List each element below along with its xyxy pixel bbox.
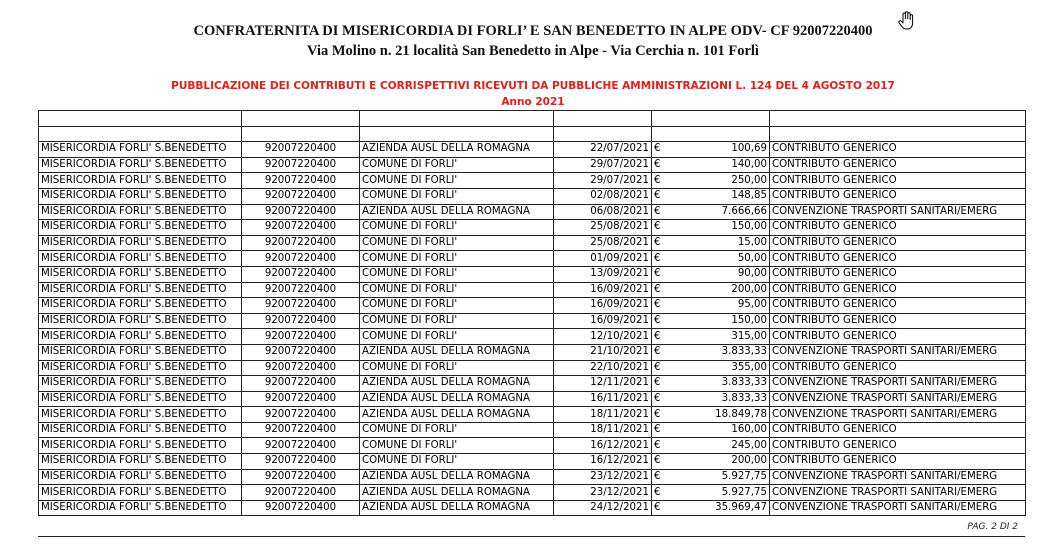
description-cell: CONTRIBUTO GENERICO <box>770 298 1026 314</box>
entity-cell: COMUNE DI FORLI' <box>360 251 554 267</box>
table-row <box>39 220 1026 236</box>
tax-code-cell: 92007220400 <box>242 438 360 454</box>
entity-cell: AZIENDA AUSL DELLA ROMAGNA <box>360 204 554 220</box>
currency-symbol: € <box>654 502 661 514</box>
amount-value: 7.666,66 <box>721 205 767 217</box>
amount-cell <box>652 173 770 189</box>
currency-symbol: € <box>654 439 661 451</box>
amount-value: 15,00 <box>737 237 767 249</box>
beneficiary-cell: MISERICORDIA FORLI' S.BENEDETTO <box>39 485 242 501</box>
entity-cell: COMUNE DI FORLI' <box>360 422 554 438</box>
amount-value: 3.833,33 <box>721 392 767 404</box>
table-row <box>39 438 1026 454</box>
entity-cell: AZIENDA AUSL DELLA ROMAGNA <box>360 485 554 501</box>
currency-symbol: € <box>654 486 661 498</box>
table-row <box>39 329 1026 345</box>
amount-value: 5.927,75 <box>721 486 767 498</box>
blank-cell <box>770 126 1026 142</box>
currency-symbol: € <box>654 221 661 233</box>
date-cell: 23/12/2021 <box>554 469 652 485</box>
date-cell: 16/09/2021 <box>554 298 652 314</box>
currency-symbol: € <box>654 455 661 467</box>
tax-code-cell: 92007220400 <box>242 282 360 298</box>
amount-cell <box>652 313 770 329</box>
amount-value: 95,00 <box>737 299 767 311</box>
tax-code-cell: 92007220400 <box>242 157 360 173</box>
currency-symbol: € <box>654 315 661 327</box>
tax-code-cell: 92007220400 <box>242 407 360 423</box>
date-cell: 13/09/2021 <box>554 266 652 282</box>
amount-value: 148,85 <box>731 190 767 202</box>
beneficiary-cell: MISERICORDIA FORLI' S.BENEDETTO <box>39 313 242 329</box>
currency-symbol: € <box>654 424 661 436</box>
blank-cell <box>360 126 554 142</box>
description-cell: CONTRIBUTO GENERICO <box>770 454 1026 470</box>
amount-value: 50,00 <box>737 252 767 264</box>
beneficiary-cell: MISERICORDIA FORLI' S.BENEDETTO <box>39 469 242 485</box>
date-cell: 16/12/2021 <box>554 438 652 454</box>
amount-value: 35.969,47 <box>715 502 767 514</box>
table-row <box>39 407 1026 423</box>
entity-cell: AZIENDA AUSL DELLA ROMAGNA <box>360 344 554 360</box>
beneficiary-cell: MISERICORDIA FORLI' S.BENEDETTO <box>39 282 242 298</box>
amount-value: 3.833,33 <box>721 377 767 389</box>
currency-symbol: € <box>654 174 661 186</box>
table-row <box>39 391 1026 407</box>
footer-divider <box>38 536 1025 537</box>
beneficiary-cell: MISERICORDIA FORLI' S.BENEDETTO <box>39 251 242 267</box>
date-cell: 23/12/2021 <box>554 485 652 501</box>
description-cell: CONVENZIONE TRASPORTI SANITARI/EMERG <box>770 344 1026 360</box>
entity-cell: AZIENDA AUSL DELLA ROMAGNA <box>360 500 554 516</box>
tax-code-cell: 92007220400 <box>242 344 360 360</box>
description-cell: CONTRIBUTO GENERICO <box>770 360 1026 376</box>
currency-symbol: € <box>654 237 661 249</box>
currency-symbol: € <box>654 143 661 155</box>
table-row <box>39 376 1026 392</box>
entity-cell: AZIENDA AUSL DELLA ROMAGNA <box>360 407 554 423</box>
tax-code-cell: 92007220400 <box>242 142 360 158</box>
table-row <box>39 313 1026 329</box>
date-cell: 25/08/2021 <box>554 220 652 236</box>
date-cell: 18/11/2021 <box>554 422 652 438</box>
description-cell: CONTRIBUTO GENERICO <box>770 235 1026 251</box>
description-cell: CONTRIBUTO GENERICO <box>770 188 1026 204</box>
date-cell: 02/08/2021 <box>554 188 652 204</box>
entity-cell: AZIENDA AUSL DELLA ROMAGNA <box>360 142 554 158</box>
currency-symbol: € <box>654 346 661 358</box>
description-cell: CONTRIBUTO GENERICO <box>770 422 1026 438</box>
amount-cell <box>652 298 770 314</box>
table-row <box>39 204 1026 220</box>
date-cell: 01/09/2021 <box>554 251 652 267</box>
amount-cell <box>652 469 770 485</box>
beneficiary-cell: MISERICORDIA FORLI' S.BENEDETTO <box>39 422 242 438</box>
date-cell: 22/07/2021 <box>554 142 652 158</box>
description-cell: CONVENZIONE TRASPORTI SANITARI/EMERG <box>770 407 1026 423</box>
blank-cell <box>360 111 554 127</box>
beneficiary-cell: MISERICORDIA FORLI' S.BENEDETTO <box>39 173 242 189</box>
description-cell: CONTRIBUTO GENERICO <box>770 266 1026 282</box>
amount-value: 200,00 <box>731 455 767 467</box>
amount-cell <box>652 376 770 392</box>
document-address: Via Molino n. 21 località San Benedetto in Alpe - Via Cerchia n. 101 Forlì <box>307 43 759 59</box>
table-row <box>39 266 1026 282</box>
table-row <box>39 500 1026 516</box>
date-cell: 18/11/2021 <box>554 407 652 423</box>
date-cell: 16/12/2021 <box>554 454 652 470</box>
entity-cell: COMUNE DI FORLI' <box>360 266 554 282</box>
hand-cursor-icon <box>897 11 915 31</box>
amount-cell <box>652 454 770 470</box>
currency-symbol: € <box>654 408 661 420</box>
year-heading: Anno 2021 <box>501 96 565 108</box>
beneficiary-cell: MISERICORDIA FORLI' S.BENEDETTO <box>39 376 242 392</box>
amount-cell <box>652 500 770 516</box>
beneficiary-cell: MISERICORDIA FORLI' S.BENEDETTO <box>39 298 242 314</box>
entity-cell: COMUNE DI FORLI' <box>360 360 554 376</box>
date-cell: 21/10/2021 <box>554 344 652 360</box>
beneficiary-cell: MISERICORDIA FORLI' S.BENEDETTO <box>39 438 242 454</box>
amount-value: 100,69 <box>731 143 767 155</box>
beneficiary-cell: MISERICORDIA FORLI' S.BENEDETTO <box>39 329 242 345</box>
table-row <box>39 485 1026 501</box>
tax-code-cell: 92007220400 <box>242 173 360 189</box>
tax-code-cell: 92007220400 <box>242 376 360 392</box>
table-row <box>39 173 1026 189</box>
publication-heading: PUBBLICAZIONE DEI CONTRIBUTI E CORRISPETTIVI RICEVUTI DA PUBBLICHE AMMINISTRAZIONI L. 124 DEL 4 AGOSTO 2017 <box>171 80 895 92</box>
amount-value: 150,00 <box>731 315 767 327</box>
amount-cell <box>652 204 770 220</box>
amount-value: 355,00 <box>731 361 767 373</box>
tax-code-cell: 92007220400 <box>242 266 360 282</box>
entity-cell: COMUNE DI FORLI' <box>360 157 554 173</box>
date-cell: 16/09/2021 <box>554 282 652 298</box>
table-row <box>39 235 1026 251</box>
amount-value: 90,00 <box>737 268 767 280</box>
amount-cell <box>652 391 770 407</box>
tax-code-cell: 92007220400 <box>242 313 360 329</box>
amount-value: 150,00 <box>731 221 767 233</box>
description-cell: CONTRIBUTO GENERICO <box>770 329 1026 345</box>
amount-cell <box>652 407 770 423</box>
amount-value: 315,00 <box>731 330 767 342</box>
beneficiary-cell: MISERICORDIA FORLI' S.BENEDETTO <box>39 235 242 251</box>
beneficiary-cell: MISERICORDIA FORLI' S.BENEDETTO <box>39 407 242 423</box>
date-cell: 29/07/2021 <box>554 173 652 189</box>
blank-row <box>39 111 1026 127</box>
date-cell: 06/08/2021 <box>554 204 652 220</box>
date-cell: 25/08/2021 <box>554 235 652 251</box>
entity-cell: AZIENDA AUSL DELLA ROMAGNA <box>360 391 554 407</box>
date-cell: 16/09/2021 <box>554 313 652 329</box>
entity-cell: COMUNE DI FORLI' <box>360 298 554 314</box>
tax-code-cell: 92007220400 <box>242 360 360 376</box>
currency-symbol: € <box>654 159 661 171</box>
tax-code-cell: 92007220400 <box>242 422 360 438</box>
currency-symbol: € <box>654 299 661 311</box>
amount-cell <box>652 266 770 282</box>
date-cell: 24/12/2021 <box>554 500 652 516</box>
beneficiary-cell: MISERICORDIA FORLI' S.BENEDETTO <box>39 157 242 173</box>
currency-symbol: € <box>654 470 661 482</box>
entity-cell: COMUNE DI FORLI' <box>360 173 554 189</box>
description-cell: CONVENZIONE TRASPORTI SANITARI/EMERG <box>770 485 1026 501</box>
tax-code-cell: 92007220400 <box>242 329 360 345</box>
currency-symbol: € <box>654 205 661 217</box>
table-row <box>39 454 1026 470</box>
description-cell: CONVENZIONE TRASPORTI SANITARI/EMERG <box>770 376 1026 392</box>
currency-symbol: € <box>654 330 661 342</box>
description-cell: CONTRIBUTO GENERICO <box>770 157 1026 173</box>
tax-code-cell: 92007220400 <box>242 220 360 236</box>
tax-code-cell: 92007220400 <box>242 469 360 485</box>
currency-symbol: € <box>654 377 661 389</box>
tax-code-cell: 92007220400 <box>242 235 360 251</box>
beneficiary-cell: MISERICORDIA FORLI' S.BENEDETTO <box>39 220 242 236</box>
description-cell: CONVENZIONE TRASPORTI SANITARI/EMERG <box>770 500 1026 516</box>
tax-code-cell: 92007220400 <box>242 251 360 267</box>
blank-cell <box>652 111 770 127</box>
amount-cell <box>652 329 770 345</box>
description-cell: CONTRIBUTO GENERICO <box>770 251 1026 267</box>
amount-cell <box>652 142 770 158</box>
beneficiary-cell: MISERICORDIA FORLI' S.BENEDETTO <box>39 188 242 204</box>
entity-cell: COMUNE DI FORLI' <box>360 220 554 236</box>
amount-value: 245,00 <box>731 439 767 451</box>
description-cell: CONVENZIONE TRASPORTI SANITARI/EMERG <box>770 469 1026 485</box>
amount-cell <box>652 344 770 360</box>
currency-symbol: € <box>654 190 661 202</box>
blank-cell <box>242 111 360 127</box>
entity-cell: COMUNE DI FORLI' <box>360 454 554 470</box>
amount-value: 5.927,75 <box>721 470 767 482</box>
beneficiary-cell: MISERICORDIA FORLI' S.BENEDETTO <box>39 142 242 158</box>
amount-cell <box>652 282 770 298</box>
amount-value: 18.849,78 <box>715 408 767 420</box>
page-number: PAG. 2 DI 2 <box>967 522 1018 532</box>
table-row <box>39 422 1026 438</box>
amount-cell <box>652 157 770 173</box>
description-cell: CONVENZIONE TRASPORTI SANITARI/EMERG <box>770 204 1026 220</box>
tax-code-cell: 92007220400 <box>242 485 360 501</box>
amount-value: 160,00 <box>731 424 767 436</box>
table-row <box>39 188 1026 204</box>
description-cell: CONTRIBUTO GENERICO <box>770 220 1026 236</box>
tax-code-cell: 92007220400 <box>242 500 360 516</box>
table-row <box>39 298 1026 314</box>
contributions-table <box>38 110 1026 516</box>
blank-cell <box>554 111 652 127</box>
amount-cell <box>652 251 770 267</box>
entity-cell: COMUNE DI FORLI' <box>360 329 554 345</box>
date-cell: 29/07/2021 <box>554 157 652 173</box>
amount-cell <box>652 438 770 454</box>
currency-symbol: € <box>654 252 661 264</box>
entity-cell: COMUNE DI FORLI' <box>360 438 554 454</box>
tax-code-cell: 92007220400 <box>242 454 360 470</box>
table-row <box>39 360 1026 376</box>
entity-cell: AZIENDA AUSL DELLA ROMAGNA <box>360 469 554 485</box>
entity-cell: COMUNE DI FORLI' <box>360 282 554 298</box>
amount-value: 250,00 <box>731 174 767 186</box>
entity-cell: COMUNE DI FORLI' <box>360 188 554 204</box>
description-cell: CONVENZIONE TRASPORTI SANITARI/EMERG <box>770 391 1026 407</box>
description-cell: CONTRIBUTO GENERICO <box>770 313 1026 329</box>
entity-cell: AZIENDA AUSL DELLA ROMAGNA <box>360 376 554 392</box>
amount-cell <box>652 485 770 501</box>
amount-cell <box>652 220 770 236</box>
blank-cell <box>242 126 360 142</box>
beneficiary-cell: MISERICORDIA FORLI' S.BENEDETTO <box>39 454 242 470</box>
blank-row <box>39 126 1026 142</box>
table-row <box>39 157 1026 173</box>
tax-code-cell: 92007220400 <box>242 391 360 407</box>
currency-symbol: € <box>654 392 661 404</box>
date-cell: 12/10/2021 <box>554 329 652 345</box>
beneficiary-cell: MISERICORDIA FORLI' S.BENEDETTO <box>39 266 242 282</box>
table-row <box>39 282 1026 298</box>
amount-cell <box>652 235 770 251</box>
table-row <box>39 344 1026 360</box>
entity-cell: COMUNE DI FORLI' <box>360 235 554 251</box>
description-cell: CONTRIBUTO GENERICO <box>770 438 1026 454</box>
beneficiary-cell: MISERICORDIA FORLI' S.BENEDETTO <box>39 391 242 407</box>
tax-code-cell: 92007220400 <box>242 298 360 314</box>
amount-value: 3.833,33 <box>721 346 767 358</box>
table-row <box>39 469 1026 485</box>
beneficiary-cell: MISERICORDIA FORLI' S.BENEDETTO <box>39 344 242 360</box>
table-row <box>39 251 1026 267</box>
beneficiary-cell: MISERICORDIA FORLI' S.BENEDETTO <box>39 204 242 220</box>
beneficiary-cell: MISERICORDIA FORLI' S.BENEDETTO <box>39 360 242 376</box>
currency-symbol: € <box>654 268 661 280</box>
date-cell: 16/11/2021 <box>554 391 652 407</box>
blank-cell <box>554 126 652 142</box>
currency-symbol: € <box>654 361 661 373</box>
blank-cell <box>39 111 242 127</box>
table-row <box>39 142 1026 158</box>
amount-value: 200,00 <box>731 283 767 295</box>
beneficiary-cell: MISERICORDIA FORLI' S.BENEDETTO <box>39 500 242 516</box>
amount-cell <box>652 422 770 438</box>
amount-cell <box>652 360 770 376</box>
description-cell: CONTRIBUTO GENERICO <box>770 142 1026 158</box>
amount-value: 140,00 <box>731 159 767 171</box>
entity-cell: COMUNE DI FORLI' <box>360 313 554 329</box>
amount-cell <box>652 188 770 204</box>
document-title: CONFRATERNITA DI MISERICORDIA DI FORLI’ E SAN BENEDETTO IN ALPE ODV- CF 92007220400 <box>193 23 873 39</box>
date-cell: 22/10/2021 <box>554 360 652 376</box>
blank-cell <box>39 126 242 142</box>
blank-cell <box>770 111 1026 127</box>
date-cell: 12/11/2021 <box>554 376 652 392</box>
tax-code-cell: 92007220400 <box>242 188 360 204</box>
tax-code-cell: 92007220400 <box>242 204 360 220</box>
description-cell: CONTRIBUTO GENERICO <box>770 282 1026 298</box>
blank-cell <box>652 126 770 142</box>
description-cell: CONTRIBUTO GENERICO <box>770 173 1026 189</box>
currency-symbol: € <box>654 283 661 295</box>
